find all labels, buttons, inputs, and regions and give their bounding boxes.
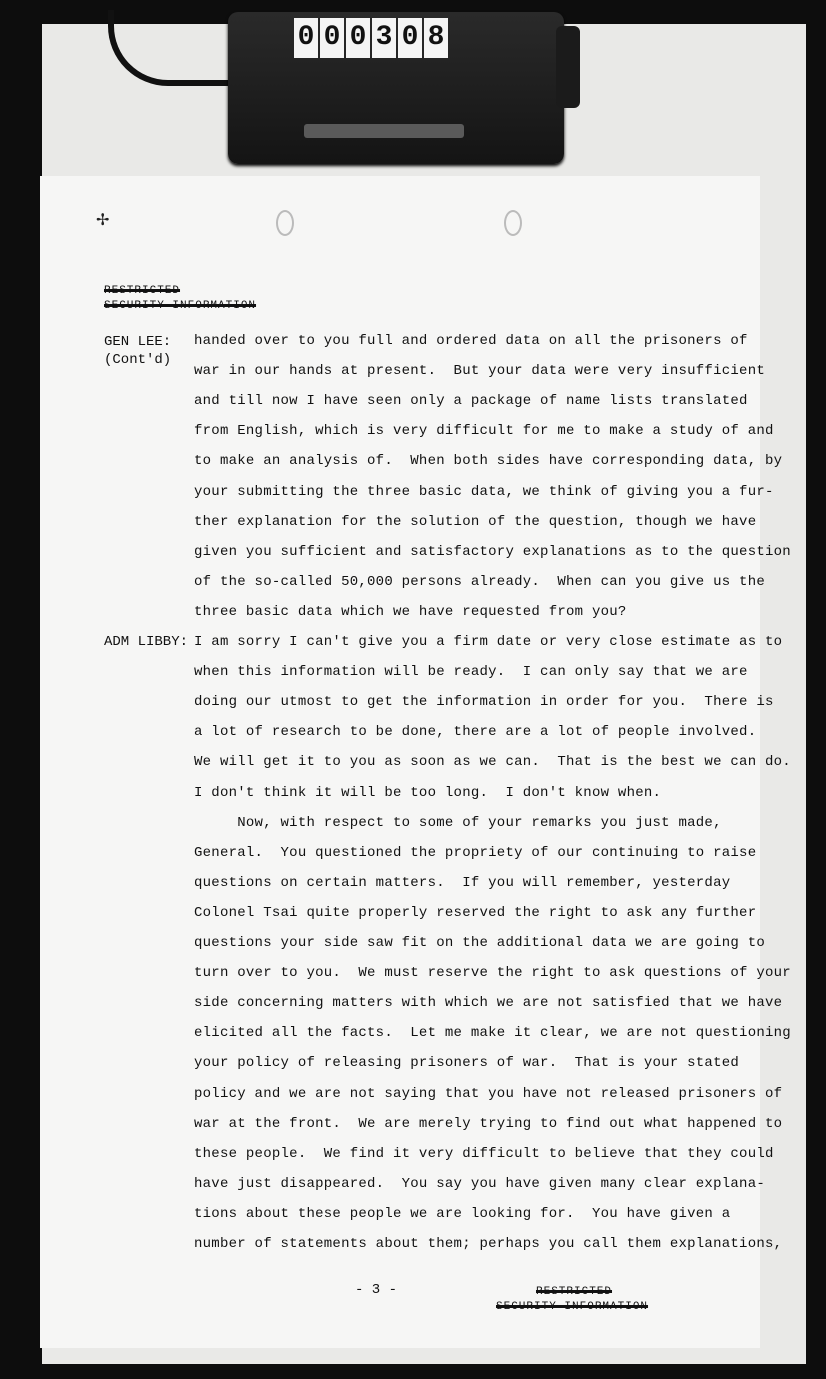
counter-digit: 3 [372, 18, 396, 58]
speaker-label-lee [104, 333, 171, 369]
transcript-line: given you sufficient and satisfactory explanations as to the question [194, 544, 791, 560]
transcript-line: General. You questioned the propriety of our continuing to raise [194, 845, 757, 861]
counter-nameplate [304, 124, 464, 138]
transcript-line: Colonel Tsai quite properly reserved the right to ask any further [194, 905, 757, 921]
transcript-line: questions on certain matters. If you will remember, yesterday [194, 875, 731, 891]
transcript-line: war at the front. We are merely trying to find out what happened to [194, 1116, 783, 1132]
transcript-line: I am sorry I can't give you a firm date or very close estimate as to [194, 634, 783, 650]
stamp-line: RESTRICTED [104, 285, 181, 297]
transcript-line: of the so-called 50,000 persons already. When can you give us the [194, 574, 765, 590]
transcript-line: to make an analysis of. When both sides have corresponding data, by [194, 453, 783, 469]
speaker-name: GEN LEE: [104, 334, 172, 350]
transcript-line: doing our utmost to get the information in order for you. There is [194, 694, 774, 710]
counter-digit: 0 [294, 18, 318, 58]
transcript-line: your submitting the three basic data, we think of giving you a fur- [194, 484, 774, 500]
punch-hole [504, 210, 522, 236]
transcript-line: have just disappeared. You say you have given many clear explana- [194, 1176, 765, 1192]
counter-digit: 0 [398, 18, 422, 58]
speaker-continued: (Cont'd) [104, 352, 172, 368]
counter-digit: 0 [346, 18, 370, 58]
stamp-line: RESTRICTED [536, 1286, 613, 1298]
frame-counter-display [294, 18, 448, 58]
transcript-line: turn over to you. We must reserve the right to ask questions of your [194, 965, 791, 981]
transcript-line: side concerning matters with which we are not satisfied that we have [194, 995, 783, 1011]
transcript-line: policy and we are not saying that you have not released prisoners of [194, 1086, 783, 1102]
security-stamp-top [104, 284, 256, 314]
stamp-line: SECURITY INFORMATION [496, 1301, 649, 1313]
stamp-line: SECURITY INFORMATION [104, 300, 257, 312]
transcript-line: war in our hands at present. But your data were very insufficient [194, 363, 765, 379]
speaker-label-libby: ADM LIBBY: [104, 634, 189, 650]
transcript-line: when this information will be ready. I can only say that we are [194, 664, 748, 680]
counter-digit: 0 [320, 18, 344, 58]
punch-hole [276, 210, 294, 236]
counter-digit: 8 [424, 18, 448, 58]
transcript-line: these people. We find it very difficult to believe that they could [194, 1146, 774, 1162]
transcript-line: a lot of research to be done, there are a lot of people involved. [194, 724, 757, 740]
transcript-line: handed over to you full and ordered data on all the prisoners of [194, 333, 748, 349]
transcript-line: elicited all the facts. Let me make it clear, we are not questioning [194, 1025, 791, 1041]
page-number: - 3 - [355, 1282, 398, 1298]
transcript-line: three basic data which we have requested from you? [194, 604, 627, 620]
transcript-line: Now, with respect to some of your remarks you just made, [194, 815, 722, 831]
transcript-line: from English, which is very difficult for me to make a study of and [194, 423, 774, 439]
ink-smudge: ✢ [96, 212, 110, 229]
counter-knob [556, 26, 580, 108]
transcript-line: number of statements about them; perhaps you call them explanations, [194, 1236, 783, 1252]
transcript-line: We will get it to you as soon as we can. That is the best we can do. [194, 754, 791, 770]
transcript-line: tions about these people we are looking for. You have given a [194, 1206, 731, 1222]
security-stamp-bottom [496, 1285, 648, 1315]
transcript-line: your policy of releasing prisoners of war. That is your stated [194, 1055, 740, 1071]
transcript-line: questions your side saw fit on the additional data we are going to [194, 935, 765, 951]
transcript-line: ther explanation for the solution of the question, though we have [194, 514, 757, 530]
transcript-line: and till now I have seen only a package of name lists translated [194, 393, 748, 409]
transcript-line: I don't think it will be too long. I don't know when. [194, 785, 662, 801]
